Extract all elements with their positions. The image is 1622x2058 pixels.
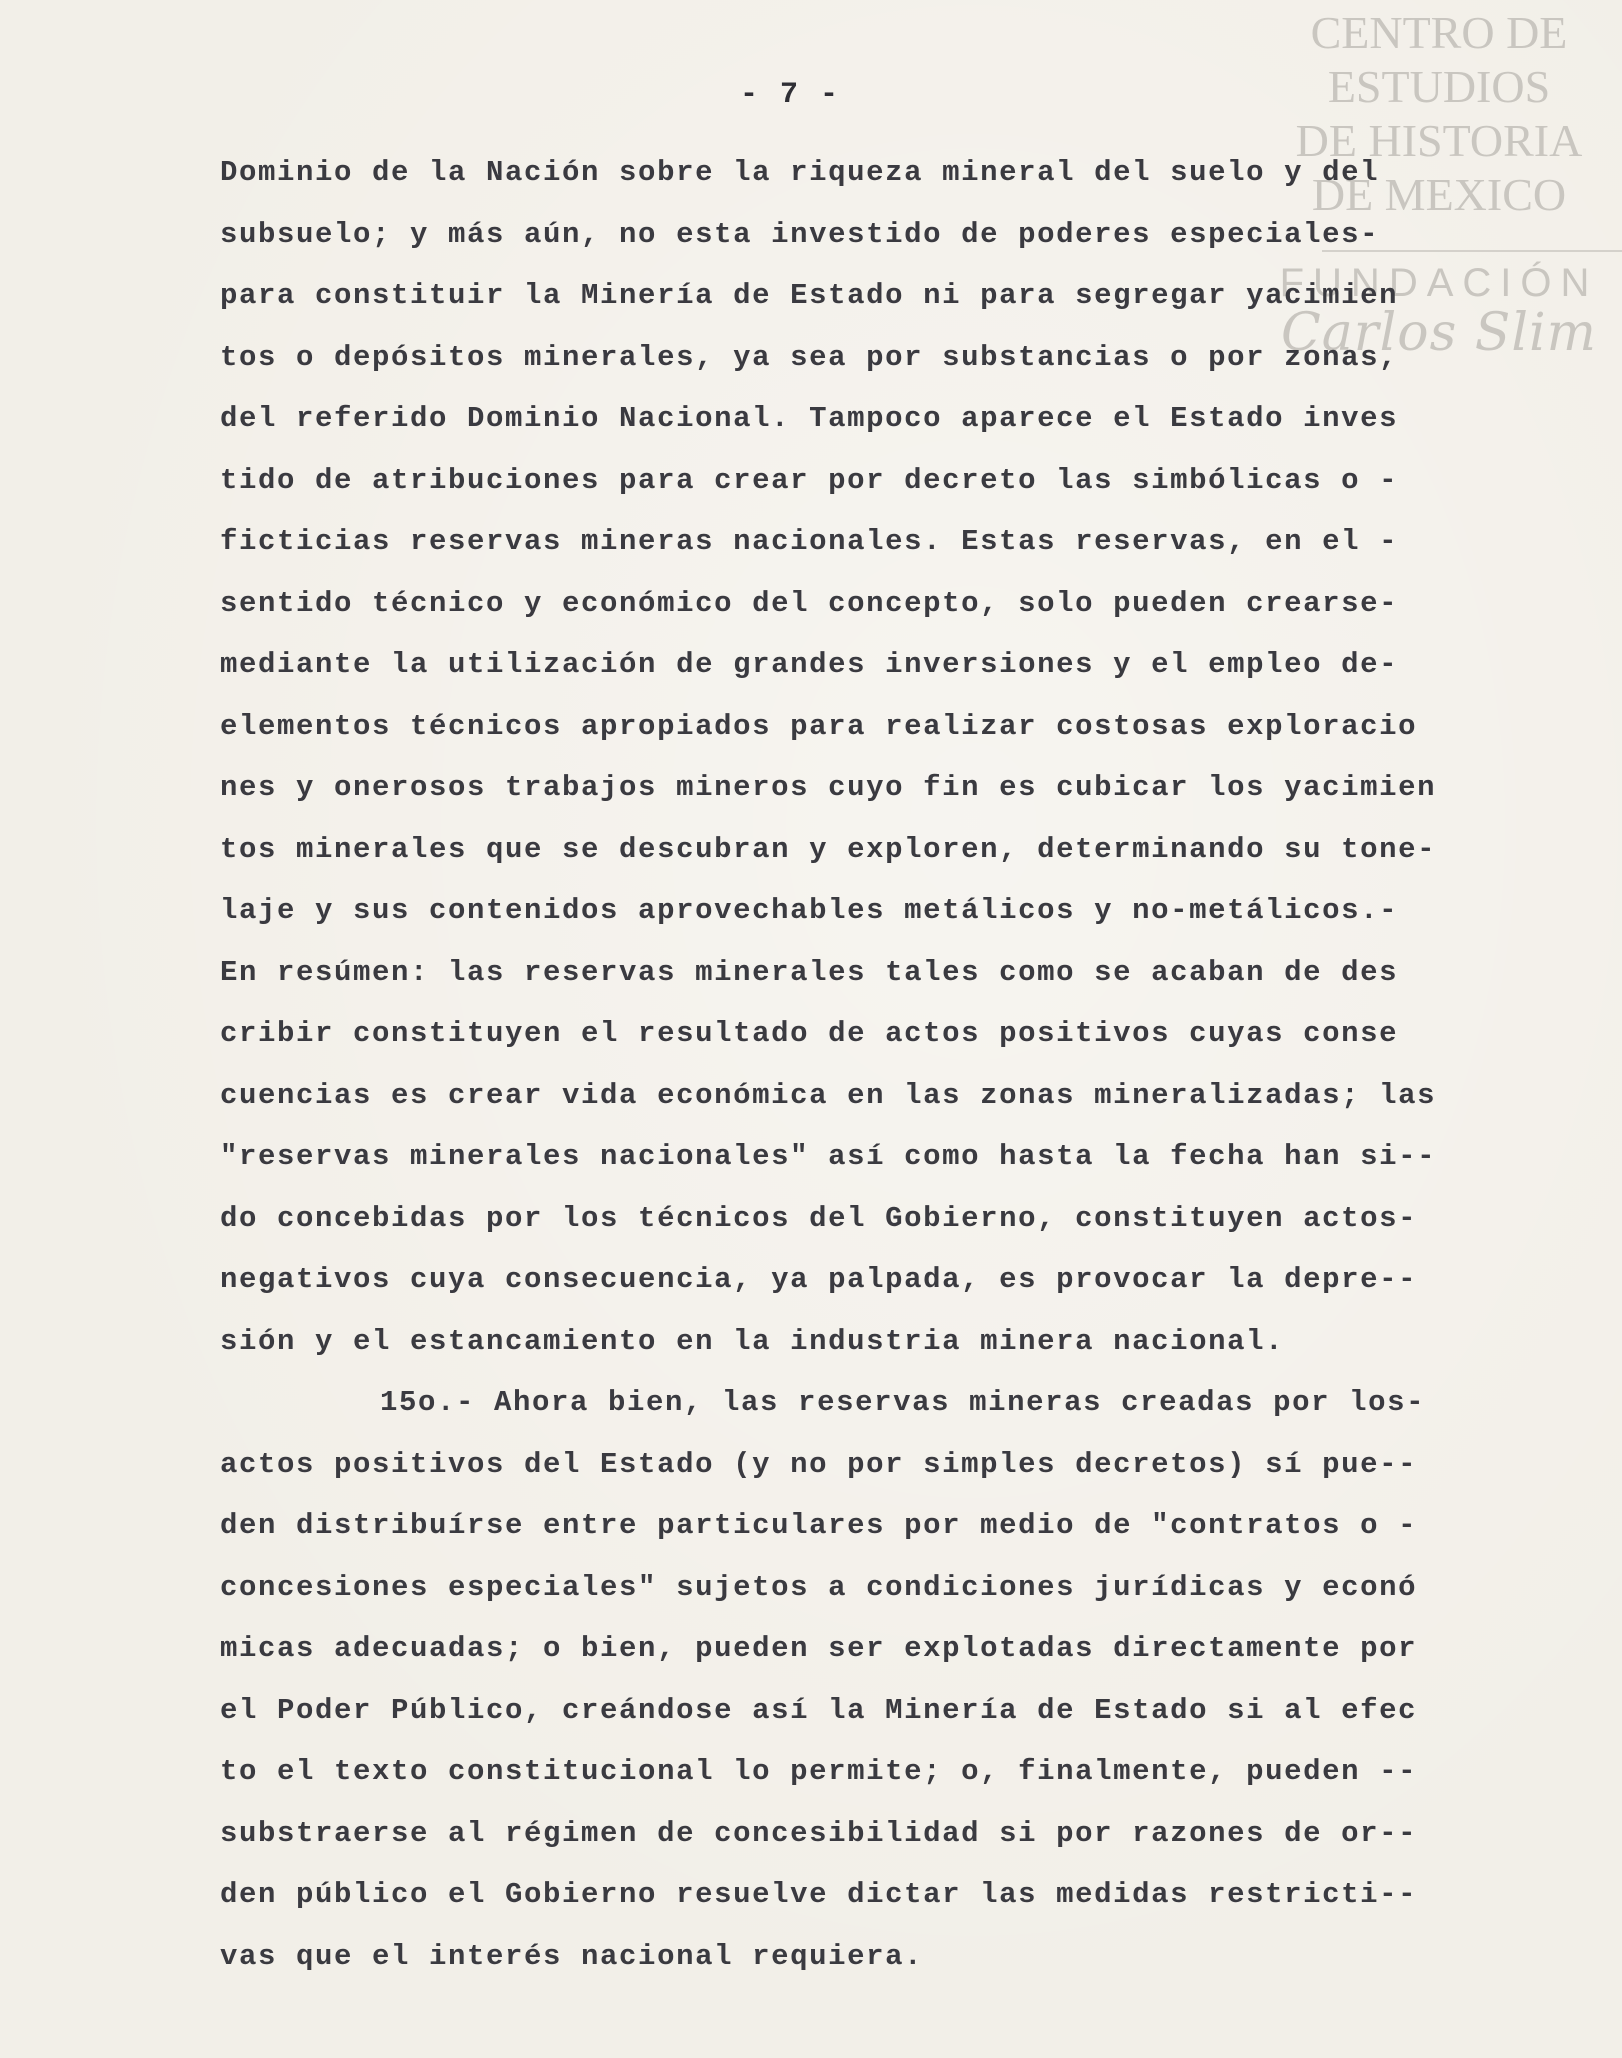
text-line: actos positivos del Estado (y no por simples decretos) sí pue-- <box>220 1447 1418 1481</box>
watermark-line: CENTRO DE <box>1310 7 1568 58</box>
text-line: "reservas minerales nacionales" así como hasta la fecha han si-- <box>220 1140 1437 1173</box>
text-line: micas adecuadas; o bien, pueden ser explotadas directamente por <box>220 1632 1418 1665</box>
text-line: Dominio de la Nación sobre la riqueza mineral del suelo y del <box>220 156 1380 189</box>
text-line: do concebidas por los técnicos del Gobierno, constituyen actos- <box>220 1201 1418 1235</box>
text-line: el Poder Público, creándose así la Minería de Estado si al efec <box>220 1693 1418 1727</box>
text-line: elementos técnicos apropiados para realizar costosas exploracio <box>220 709 1418 743</box>
text-line: den público el Gobierno resuelve dictar las medidas restricti-- <box>220 1878 1418 1911</box>
text-line: tido de atribuciones para crear por decreto las simbólicas o - <box>220 463 1399 497</box>
text-line: to el texto constitucional lo permite; o, finalmente, pueden -- <box>220 1755 1418 1788</box>
text-line: tos minerales que se descubran y exploren, determinando su tone- <box>220 832 1437 866</box>
text-line: vas que el interés nacional requiera. <box>220 1939 924 1973</box>
watermark-fundacion: FUNDACIÓN <box>1279 261 1599 305</box>
text-line: substraerse al régimen de concesibilidad si por razones de or-- <box>220 1816 1418 1850</box>
watermark-line: ESTUDIOS <box>1327 61 1551 112</box>
text-line: negativos cuya consecuencia, ya palpada, es provocar la depre-- <box>220 1263 1418 1296</box>
text-line: cuencias es crear vida económica en las zonas mineralizadas; las <box>220 1078 1437 1112</box>
text-line: del referido Dominio Nacional. Tampoco aparece el Estado inves <box>220 402 1399 435</box>
text-line: En resúmen: las reservas minerales tales como se acaban de des <box>220 955 1399 989</box>
text-line: concesiones especiales" sujetos a condiciones jurídicas y econó <box>220 1570 1418 1604</box>
text-line: mediante la utilización de grandes inversiones y el empleo de- <box>220 648 1399 681</box>
text-line: tos o depósitos minerales, ya sea por substancias o por zonas, <box>220 340 1399 374</box>
watermark-line: DE HISTORIA <box>1295 115 1583 166</box>
text-line: ficticias reservas mineras nacionales. Estas reservas, en el - <box>220 525 1399 558</box>
text-line: sión y el estancamiento en la industria minera nacional. <box>220 1324 1285 1358</box>
text-line: subsuelo; y más aún, no esta investido de poderes especiales- <box>220 217 1380 251</box>
text-line: sentido técnico y económico del concepto, solo pueden crearse- <box>220 586 1399 620</box>
typewritten-body <box>220 142 1450 1987</box>
text-line: den distribuírse entre particulares por medio de "contratos o - <box>220 1509 1418 1542</box>
text-line: para constituir la Minería de Estado ni para segregar yacimien <box>220 279 1399 312</box>
text-line: 15o.- Ahora bien, las reservas mineras creadas por los- <box>380 1386 1426 1419</box>
text-line: laje y sus contenidos aprovechables metálicos y no-metálicos.- <box>220 894 1399 927</box>
text-line: cribir constituyen el resultado de actos positivos cuyas conse <box>220 1017 1399 1050</box>
text-line: nes y onerosos trabajos mineros cuyo fin es cubicar los yacimien <box>220 771 1437 804</box>
page-number: - 7 - <box>740 78 841 112</box>
watermark-signature: Carlos Slim <box>1281 303 1597 363</box>
watermark-line: DE MEXICO <box>1311 169 1567 220</box>
